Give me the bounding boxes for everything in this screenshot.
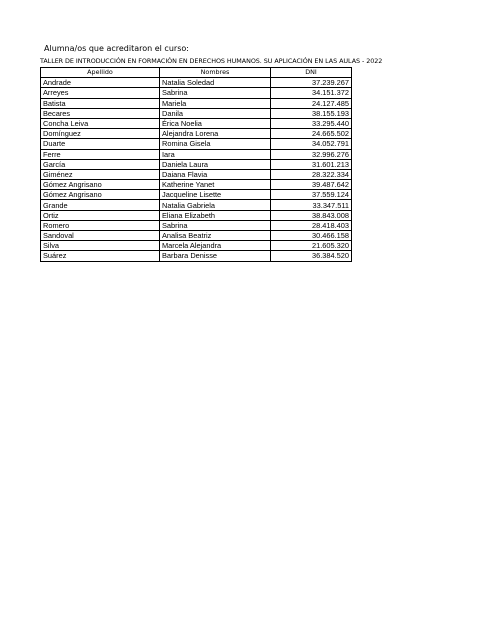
cell-nombres: Daniela Laura <box>160 159 271 169</box>
cell-apellido: Domínguez <box>41 129 160 139</box>
table-row <box>41 139 352 149</box>
column-header-apellido: Apellido <box>41 68 160 78</box>
cell-dni: 24.127.485 <box>271 98 352 108</box>
cell-apellido: Grande <box>41 200 160 210</box>
cell-dni: 33.295.440 <box>271 118 352 128</box>
table-row <box>41 159 352 169</box>
cell-nombres: Analisa Beatriz <box>160 231 271 241</box>
cell-apellido: Suárez <box>41 251 160 261</box>
cell-nombres: Natalia Gabriela <box>160 200 271 210</box>
cell-apellido: García <box>41 159 160 169</box>
cell-nombres: Romina Gisela <box>160 139 271 149</box>
table-row <box>41 169 352 179</box>
table-row <box>41 220 352 230</box>
document-heading: Alumna/os que acreditaron el curso: <box>44 44 189 53</box>
cell-apellido: Giménez <box>41 169 160 179</box>
cell-nombres: Danila <box>160 108 271 118</box>
cell-nombres: Jacqueline Lisette <box>160 190 271 200</box>
cell-apellido: Sandoval <box>41 231 160 241</box>
table-row <box>41 78 352 88</box>
cell-nombres: Marcela Alejandra <box>160 241 271 251</box>
table-row <box>41 129 352 139</box>
cell-apellido: Concha Leiva <box>41 118 160 128</box>
cell-dni: 32.996.276 <box>271 149 352 159</box>
table-row <box>41 231 352 241</box>
column-header-dni: DNI <box>271 68 352 78</box>
cell-apellido: Ortiz <box>41 210 160 220</box>
cell-dni: 36.384.520 <box>271 251 352 261</box>
table-row <box>41 118 352 128</box>
cell-apellido: Gómez Angrisano <box>41 190 160 200</box>
cell-apellido: Gómez Angrisano <box>41 180 160 190</box>
table-row <box>41 108 352 118</box>
cell-nombres: Iara <box>160 149 271 159</box>
cell-nombres: Sabrina <box>160 88 271 98</box>
cell-nombres: Érica Noelia <box>160 118 271 128</box>
cell-dni: 37.239.267 <box>271 78 352 88</box>
cell-nombres: Eliana Elizabeth <box>160 210 271 220</box>
cell-dni: 34.151.372 <box>271 88 352 98</box>
table-header-row <box>41 68 352 78</box>
cell-nombres: Daiana Flavia <box>160 169 271 179</box>
cell-dni: 24.665.502 <box>271 129 352 139</box>
course-title: TALLER DE INTRODUCCIÓN EN FORMACIÓN EN DERECHOS HUMANOS. SU APLICACIÓN EN LAS AULAS - 2022 <box>40 57 383 65</box>
cell-nombres: Natalia Soledad <box>160 78 271 88</box>
table-row <box>41 98 352 108</box>
cell-dni: 39.487.642 <box>271 180 352 190</box>
cell-dni: 33.347.511 <box>271 200 352 210</box>
cell-dni: 38.843.008 <box>271 210 352 220</box>
cell-apellido: Romero <box>41 220 160 230</box>
table-row <box>41 251 352 261</box>
cell-apellido: Ferre <box>41 149 160 159</box>
table-row <box>41 149 352 159</box>
cell-nombres: Barbara Denisse <box>160 251 271 261</box>
table-row <box>41 88 352 98</box>
cell-dni: 37.559.124 <box>271 190 352 200</box>
cell-apellido: Batista <box>41 98 160 108</box>
cell-nombres: Sabrina <box>160 220 271 230</box>
cell-apellido: Andrade <box>41 78 160 88</box>
cell-dni: 30.466.158 <box>271 231 352 241</box>
table-row <box>41 200 352 210</box>
table-row <box>41 210 352 220</box>
cell-nombres: Mariela <box>160 98 271 108</box>
table-row <box>41 180 352 190</box>
cell-dni: 34.052.791 <box>271 139 352 149</box>
cell-dni: 21.605.320 <box>271 241 352 251</box>
cell-dni: 38.155.193 <box>271 108 352 118</box>
cell-apellido: Silva <box>41 241 160 251</box>
cell-nombres: Alejandra Lorena <box>160 129 271 139</box>
table-body <box>41 78 352 261</box>
cell-nombres: Katherine Yanet <box>160 180 271 190</box>
cell-dni: 31.601.213 <box>271 159 352 169</box>
cell-apellido: Duarte <box>41 139 160 149</box>
table-row <box>41 190 352 200</box>
students-table <box>40 67 352 262</box>
table-row <box>41 241 352 251</box>
cell-dni: 28.322.334 <box>271 169 352 179</box>
column-header-nombres: Nombres <box>160 68 271 78</box>
cell-apellido: Becares <box>41 108 160 118</box>
cell-apellido: Arreyes <box>41 88 160 98</box>
cell-dni: 28.418.403 <box>271 220 352 230</box>
